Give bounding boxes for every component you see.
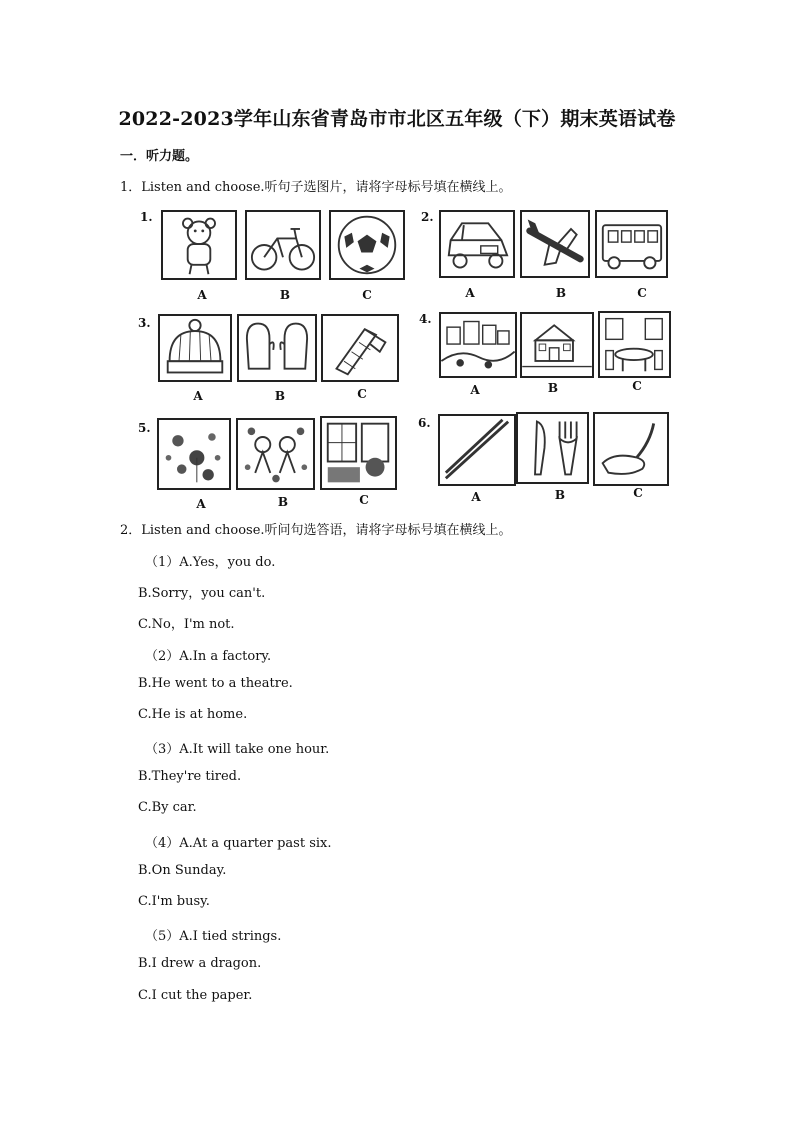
group-number: 1. xyxy=(140,210,153,224)
option-letter: C xyxy=(357,387,367,401)
children-icon xyxy=(236,418,315,490)
answer-option: （5）A.I tied strings. xyxy=(145,929,282,944)
option-letter: B xyxy=(554,488,566,502)
answer-option: C.He is at home. xyxy=(138,707,248,722)
answer-option: B.Sorry，you can't. xyxy=(138,586,266,601)
option-letter: B xyxy=(279,288,291,302)
option-letter: B xyxy=(555,286,567,300)
option-letter: C xyxy=(359,493,369,507)
option-letter: A xyxy=(471,490,481,504)
answer-option: B.He went to a theatre. xyxy=(138,676,293,691)
answer-option: B.On Sunday. xyxy=(138,863,227,878)
option-letter: A xyxy=(197,288,207,302)
answer-option: C.I cut the paper. xyxy=(138,988,253,1003)
group-number: 4. xyxy=(419,312,432,326)
gloves-icon xyxy=(237,314,317,382)
option-letter: A xyxy=(196,497,206,511)
restaurant-icon xyxy=(598,311,671,378)
answer-option: （4）A.At a quarter past six. xyxy=(145,836,332,851)
toy-bear-icon xyxy=(161,210,237,280)
option-letter: C xyxy=(362,288,372,302)
football-icon xyxy=(329,210,405,280)
question-2-text: 2．Listen and choose.听问句选答语，请将字母标号填在横线上。 xyxy=(120,523,512,538)
bus-icon xyxy=(595,210,668,278)
group-number: 6. xyxy=(418,416,431,430)
chopsticks-icon xyxy=(438,414,516,486)
option-letter: A xyxy=(465,286,475,300)
scarf-icon xyxy=(321,314,399,382)
page-title: 2022-2023学年山东省青岛市市北区五年级（下）期末英语试卷 xyxy=(118,108,676,130)
window-icon xyxy=(320,416,397,490)
option-letter: A xyxy=(470,383,480,397)
option-letter: C xyxy=(637,286,647,300)
group-number: 3. xyxy=(138,316,151,330)
option-letter: C xyxy=(632,379,642,393)
answer-option: B.I drew a dragon. xyxy=(138,956,262,971)
town-icon xyxy=(439,312,517,378)
option-letter: B xyxy=(277,495,289,509)
option-letter: B xyxy=(274,389,286,403)
school-icon xyxy=(520,312,594,378)
group-number: 5. xyxy=(138,421,151,435)
bike-icon xyxy=(245,210,321,280)
answer-option: C.No，I'm not. xyxy=(138,617,235,632)
knife-fork-icon xyxy=(516,412,589,484)
section-heading: 一．听力题。 xyxy=(120,149,199,164)
answer-option: （3）A.It will take one hour. xyxy=(145,742,330,757)
answer-option: B.They're tired. xyxy=(138,769,242,784)
hat-icon xyxy=(158,314,232,382)
answer-option: （1）A.Yes，you do. xyxy=(145,555,276,570)
option-letter: C xyxy=(633,486,643,500)
answer-option: C.I'm busy. xyxy=(138,894,210,909)
group-number: 2. xyxy=(421,210,434,224)
answer-option: C.By car. xyxy=(138,800,197,815)
answer-option: （2）A.In a factory. xyxy=(145,649,272,664)
kite-scene-icon xyxy=(157,418,231,490)
option-letter: A xyxy=(193,389,203,403)
spoon-icon xyxy=(593,412,669,486)
plane-icon xyxy=(520,210,590,278)
question-1-text: 1．Listen and choose.听句子选图片，请将字母标号填在横线上。 xyxy=(120,180,512,195)
option-letter: B xyxy=(547,381,559,395)
car-icon xyxy=(439,210,515,278)
